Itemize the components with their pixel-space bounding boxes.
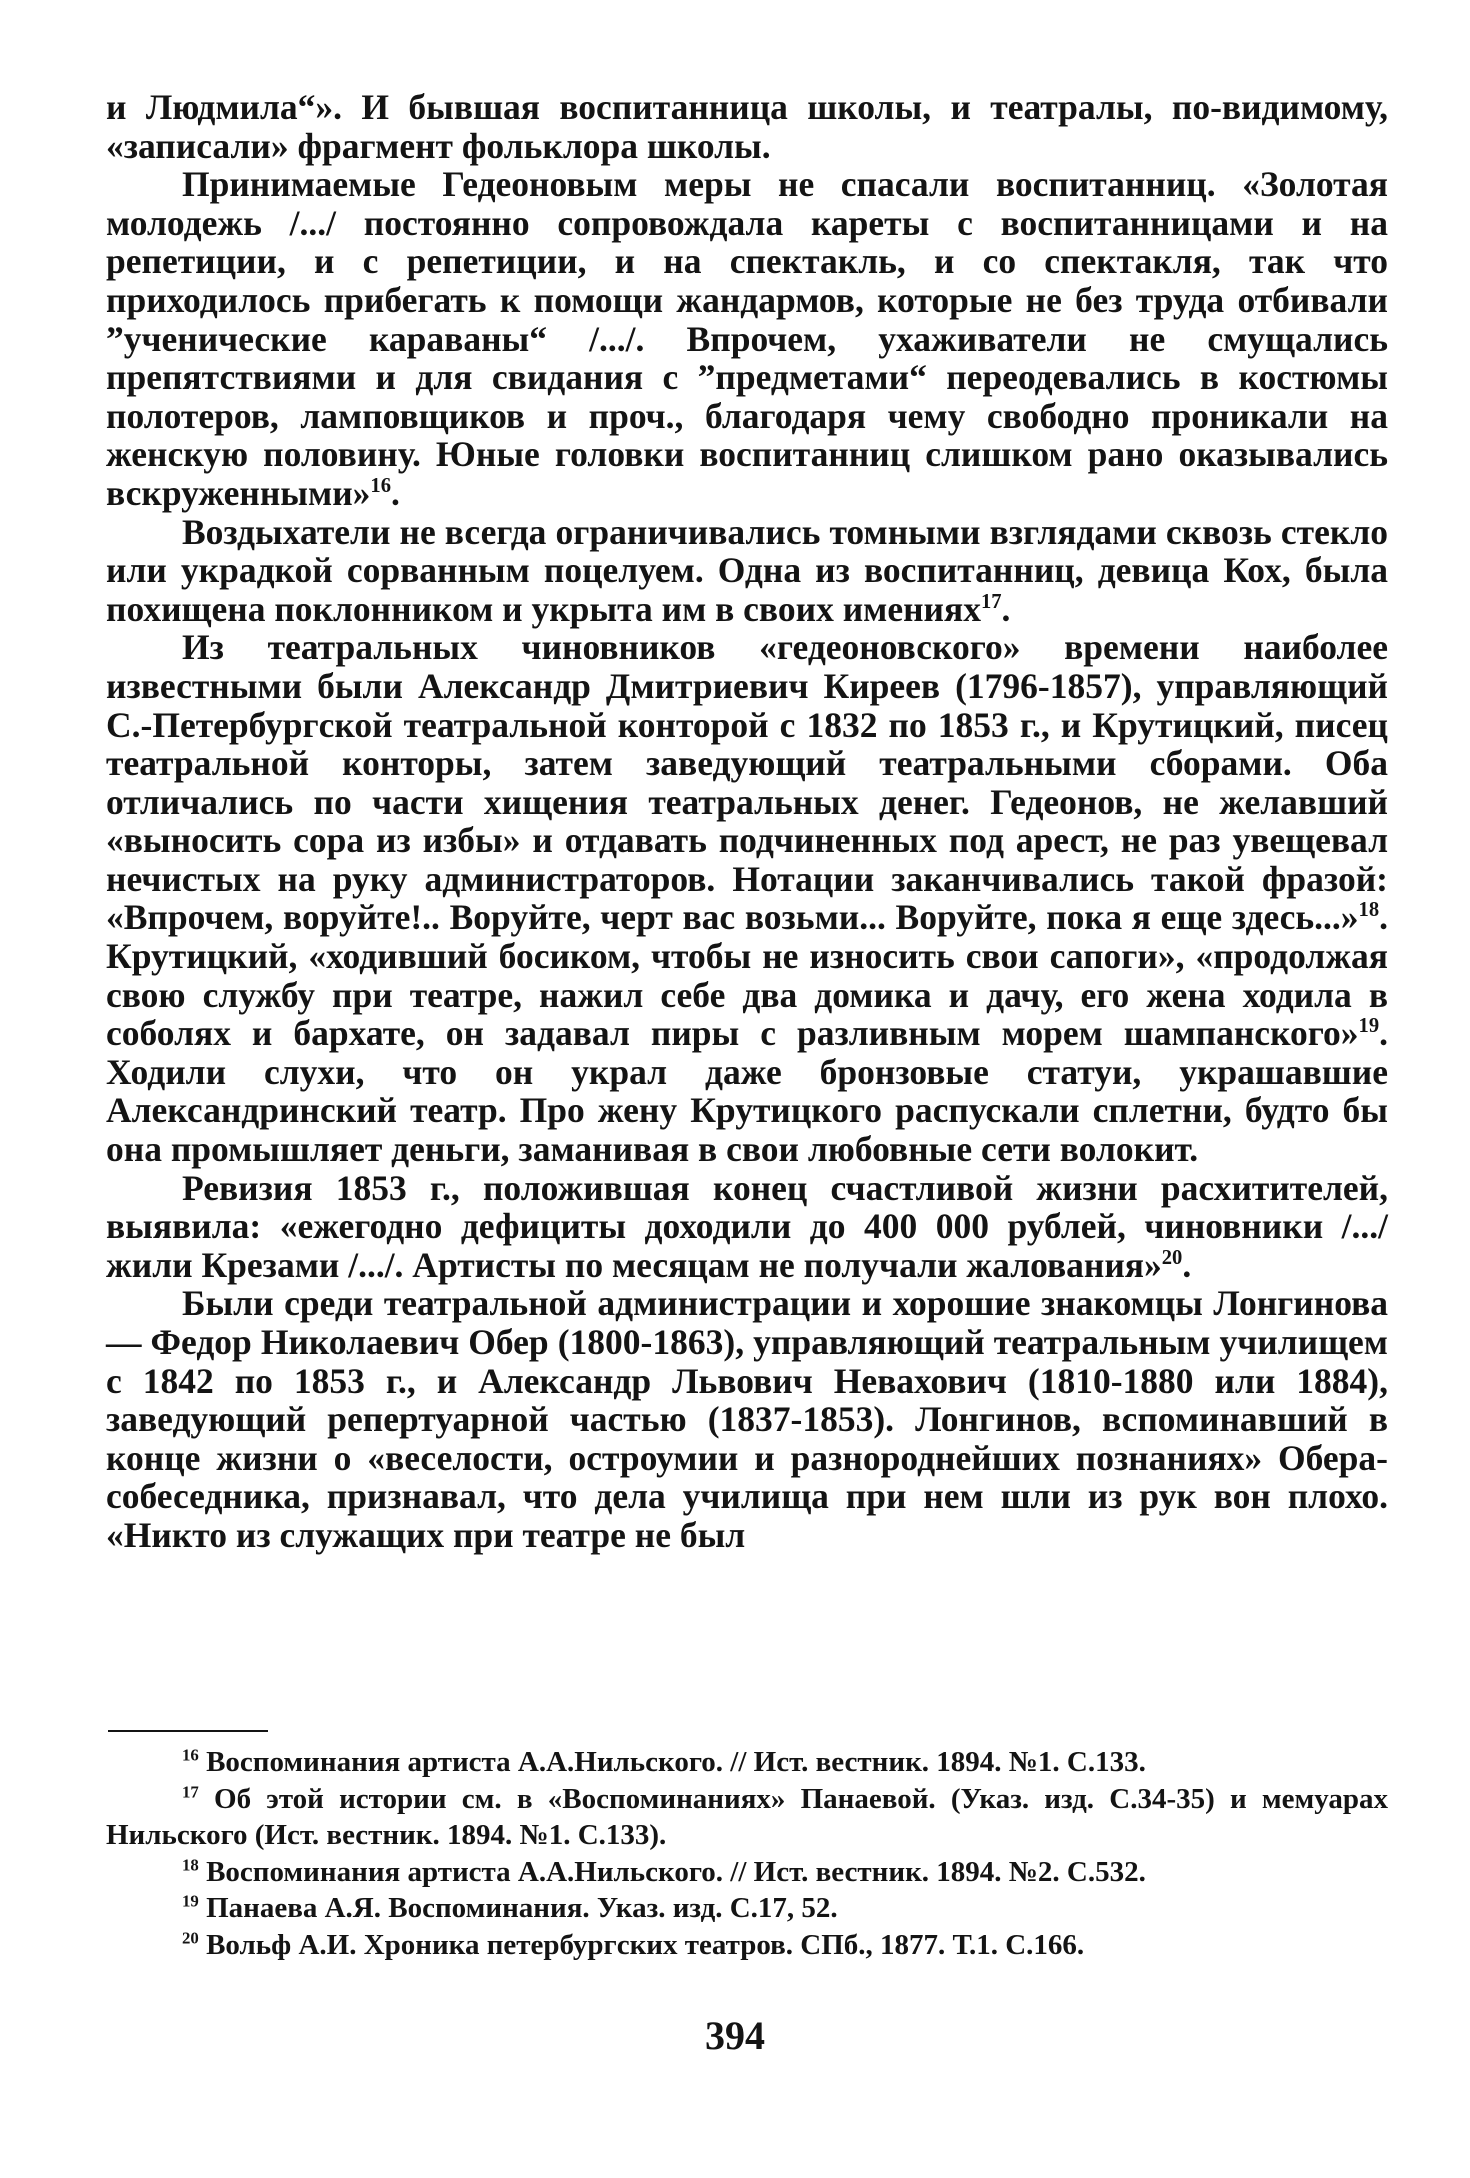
page-number: 394: [705, 2013, 765, 2058]
footnote-number: 16: [182, 1745, 199, 1765]
footnote-ref: 17: [980, 590, 1002, 613]
footnote-number: 19: [182, 1891, 199, 1911]
footnote: $^{18}$ Воспоминания артиста А.А.Нильского. // Ист. вестник. 1894. №2. С.532.: [182, 1854, 1146, 1888]
footnote-ref: 20: [1161, 1246, 1183, 1269]
footnote-ref: 18: [1358, 899, 1380, 922]
footnote-number: 20: [182, 1927, 199, 1947]
footnotes: [106, 1744, 1388, 1963]
paragraph: Принимаемые Гедеоновым меры не спасали воспитанниц. «Золотая молодежь /.../ постоянно сопровождала кареты с воспитанницами и на репетиции, и с репетиции, и на спектакль, и со спектакля, так что приходилось прибегать к помощи жандармов, которые не без труда отбивали ”ученические караваны“ /.../. Впрочем, ухаживатели не смущались препятствиями и для свидания с ”предметами“ переодевались в костюмы полотеров, ламповщиков и проч., благодаря чему свободно проникали на женскую половину. Юные головки воспитанниц слишком рано оказывались вскруженными»$^{16}$.: [106, 164, 1388, 513]
main-text: [106, 88, 1388, 1555]
footnote-ref: 19: [1358, 1015, 1380, 1038]
paragraph: Из театральных чиновников «гедеоновского» времени наиболее известными были Александр Дмитриевич Киреев (1796-1857), управляющий С.-Петербургской театральной конторой с 1832 по 1853 г., и Крутицкий, писец театральной конторы, затем заведующий театральными сборами. Оба отличались по части хищения театральных денег. Гедеонов, не желавший «выносить сора из избы» и отдавать подчиненных под арест, не раз увещевал нечистых на руку администраторов. Нотации заканчивались такой фразой: «Впрочем, воруйте!.. Воруйте, черт вас возьми... Воруйте, пока я еще здесь...»$^{18}$. Крутицкий, «ходивший босиком, чтобы не износить свои сапоги», «продолжая свою службу при театре, нажил себе два домика и дачу, его жена ходила в соболях и бархате, он задавал пиры с разливным морем шампанского»$^{19}$. Ходили слухи, что он украл даже бронзовые статуи, украшавшие Александринский театр. Про жену Крутицкого распускали сплетни, будто бы она промышляет деньги, заманивая в свои любовные сети волокит.: [106, 627, 1388, 1170]
footnote-ref: 16: [370, 475, 391, 498]
footnote-number: 18: [182, 1854, 199, 1874]
footnote: $^{16}$ Воспоминания артиста А.А.Нильского. // Ист. вестник. 1894. №1. С.133.: [182, 1745, 1146, 1778]
footnote-number: 17: [182, 1781, 199, 1801]
paragraph: Ревизия 1853 г., положившая конец счастливой жизни расхитителей, выявила: «ежегодно дефициты доходили до 400 000 рублей, чиновники /.../ жили Крезами /.../. Артисты по месяцам не получали жалования»$^{20}$.: [106, 1167, 1388, 1285]
footnote: $^{19}$ Панаева А.Я. Воспоминания. Указ. изд. С.17, 52.: [182, 1891, 838, 1924]
footnote: $^{17}$ Об этой истории см. в «Воспоминаниях» Панаевой. (Указ. изд. С.34-35) и мемуарах Нильского (Ист. вестник. 1894. №1. С.133).: [106, 1781, 1389, 1851]
paragraph: Воздыхатели не всегда ограничивались томными взглядами сквозь стекло или украдкой сорванным поцелуем. Одна из воспитанниц, девица Кох, была похищена поклонником и укрыта им в своих имениях$^{17}$.: [106, 511, 1388, 629]
paragraph: Были среди театральной администрации и хорошие знакомцы Лонгинова — Федор Николаевич Обер (1800-1863), управляющий театральным училищем с 1842 по 1853 г., и Александр Львович Невахович (1810-1880 или 1884), заведующий репертуарной частью (1837-1853). Лонгинов, вспоминавший в конце жизни о «веселости, остроумии и разнороднейших познаниях» Обера-собеседника, признавал, что дела училища при нем шли из рук вон плохо. «Никто из служащих при театре не был: [106, 1283, 1388, 1555]
paragraph: и Людмила“». И бывшая воспитанница школы, и театралы, по-видимому, «записали» фрагмент фольклора школы.: [106, 87, 1388, 166]
footnote-separator: [108, 1730, 268, 1732]
footnote: $^{20}$ Вольф А.И. Хроника петербургских театров. СПб., 1877. Т.1. С.166.: [182, 1927, 1085, 1961]
